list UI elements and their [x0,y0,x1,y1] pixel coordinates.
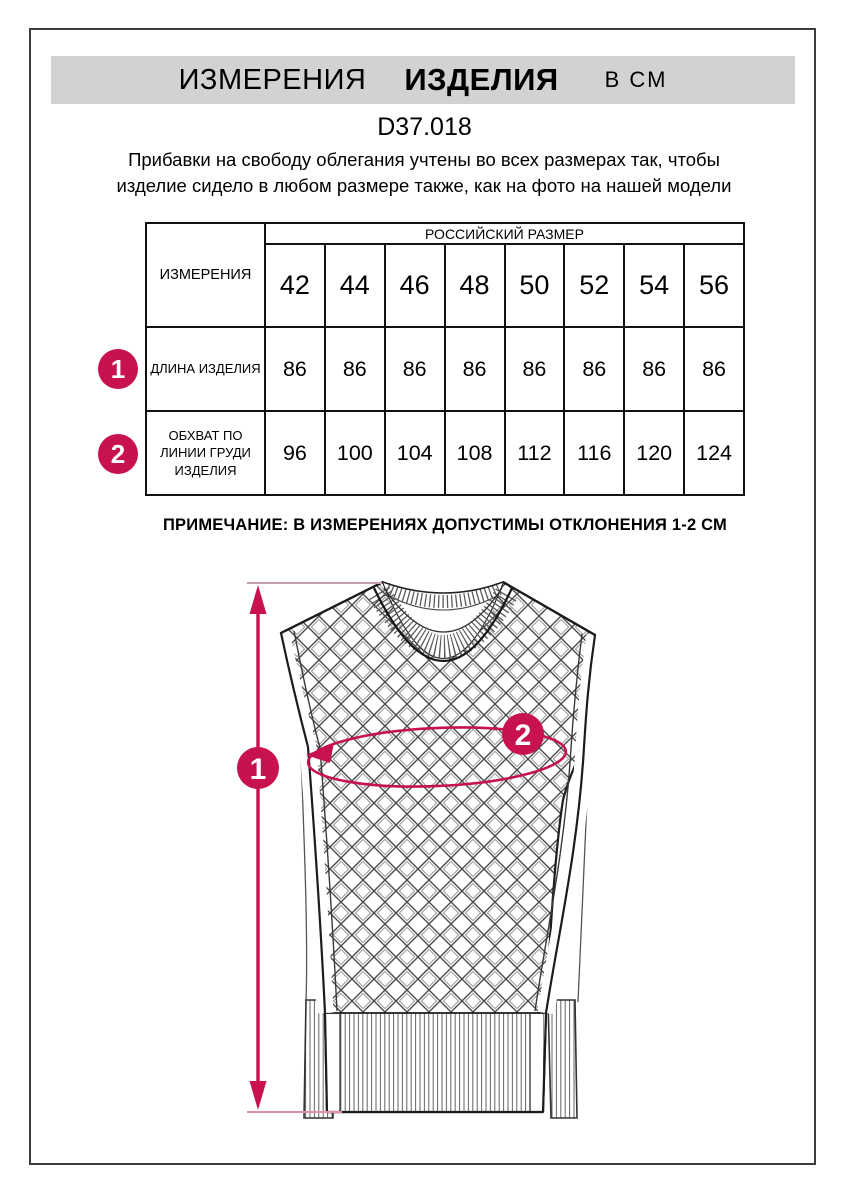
row-label-chest: ОБХВАТ ПО ЛИНИИ ГРУДИ ИЗДЕЛИЯ [146,411,265,495]
size-header: 44 [325,244,385,327]
tolerance-note: ПРИМЕЧАНИЕ: В ИЗМЕРЕНИЯХ ДОПУСТИМЫ ОТКЛОНЕНИЯ 1-2 СМ [163,516,727,534]
table-cell: 116 [564,411,624,495]
table-cell: 100 [325,411,385,495]
model-code: D37.018 [377,113,472,141]
table-cell: 86 [505,327,565,411]
table-cell: 86 [564,327,624,411]
table-cell: 86 [385,327,445,411]
table-cell: 124 [684,411,744,495]
page-title: ИЗМЕРЕНИЯ [178,63,367,96]
size-header: 48 [445,244,505,327]
table-cell: 86 [325,327,385,411]
measure-1-badge: 1 [98,349,138,389]
measure-2-badge: 2 [98,434,138,474]
table-cell: 120 [624,411,684,495]
russian-size-header: РОССИЙСКИЙ РАЗМЕР [265,223,744,244]
size-header: 52 [564,244,624,327]
diagram-marker-1 [237,747,279,789]
hem-ribbing [325,1013,546,1112]
table-cell: 86 [445,327,505,411]
size-header: 42 [265,244,325,327]
vest-body [281,578,595,1112]
table-cell: 108 [445,411,505,495]
row-label-length: ДЛИНА ИЗДЕЛИЯ [146,327,265,411]
table-cell: 104 [385,411,445,495]
table-cell: 96 [265,411,325,495]
table-cell: 112 [505,411,565,495]
page-title-emphasis: ИЗДЕЛИЯ [404,62,559,97]
units-label: В СМ [604,67,668,92]
measurements-column-header: ИЗМЕРЕНИЯ [146,223,265,327]
svg-text:1: 1 [249,753,267,786]
length-arrow [250,585,267,1110]
size-header: 46 [385,244,445,327]
size-header: 56 [684,244,744,327]
table-cell: 86 [684,327,744,411]
diagram-marker-2 [502,713,544,755]
size-header: 54 [624,244,684,327]
table-cell: 86 [624,327,684,411]
size-header: 50 [505,244,565,327]
svg-text:2: 2 [514,719,532,752]
fit-description: Прибавки на свободу облегания учтены во всех размерах так, чтобы изделие сидело в любом размере также, как на фото на нашей модели [116,149,732,197]
table-cell: 86 [265,327,325,411]
